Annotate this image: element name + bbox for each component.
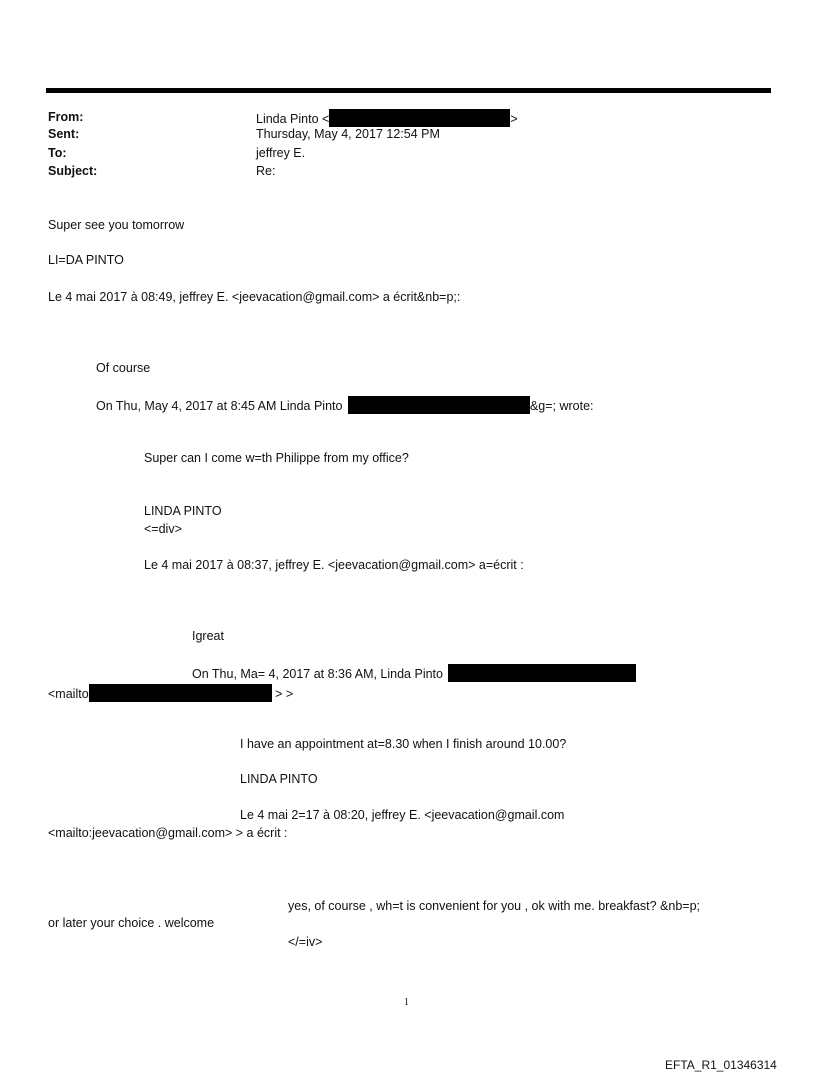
page-number: 1 [404,997,409,1008]
body-line [96,396,594,414]
body-line: Super see you tomorrow [48,218,185,232]
body-line: </=iv> [288,935,323,949]
subject-label: Subject: [48,164,98,178]
body-line: <mailto:jeevacation@gmail.com> > a écrit : [48,826,288,840]
body-line: Le 4 mai 2017 à 08:37, jeffrey E. <jeevacation@gmail.com> a=écrit : [144,558,524,572]
body-line [192,664,636,682]
quoted-header-text: On Thu, Ma= 4, 2017 at 8:36 AM, Linda Pinto [192,667,443,681]
redaction-box [89,684,272,702]
to-label: To: [48,146,67,160]
quoted-header-tail: &g=; wrote: [529,399,594,413]
mailto-suffix: > > [275,687,294,701]
from-name: Linda Pinto < [256,112,330,126]
body-line: LI=DA PINTO [48,253,124,267]
redaction-box [348,396,530,414]
redaction-box [329,109,510,127]
body-line: I have an appointment at=8.30 when I finish around 10.00? [240,737,567,751]
body-line: or later your choice . welcome [48,916,215,930]
body-line: Le 4 mai 2017 à 08:49, jeffrey E. <jeevacation@gmail.com> a écrit&nb=p;: [48,290,461,304]
sent-label: Sent: [48,127,80,141]
body-line: Of course [96,361,151,375]
subject-value: Re: [256,164,276,178]
body-line: <=div> [144,522,182,536]
sent-value: Thursday, May 4, 2017 12:54 PM [256,127,440,141]
body-line: yes, of course , wh=t is convenient for you , ok with me. breakfast? &nb=p; [288,899,701,913]
body-line [48,684,293,702]
to-value: jeffrey E. [256,146,306,160]
body-line: Le 4 mai 2=17 à 08:20, jeffrey E. <jeevacation@gmail.com [240,808,565,822]
quoted-header-text: On Thu, May 4, 2017 at 8:45 AM Linda Pinto [96,399,343,413]
body-line: LINDA PINTO [240,772,318,786]
header-divider [46,88,771,93]
body-line: Super can I come w=th Philippe from my office? [144,451,409,465]
from-value [256,109,518,127]
from-close-bracket: > [510,112,518,126]
redaction-box [448,664,636,682]
body-line: Igreat [192,629,224,643]
from-label: From: [48,110,84,124]
mailto-prefix: <mailto [48,687,89,701]
body-line: LINDA PINTO [144,504,222,518]
document-id: EFTA_R1_01346314 [665,1058,777,1072]
